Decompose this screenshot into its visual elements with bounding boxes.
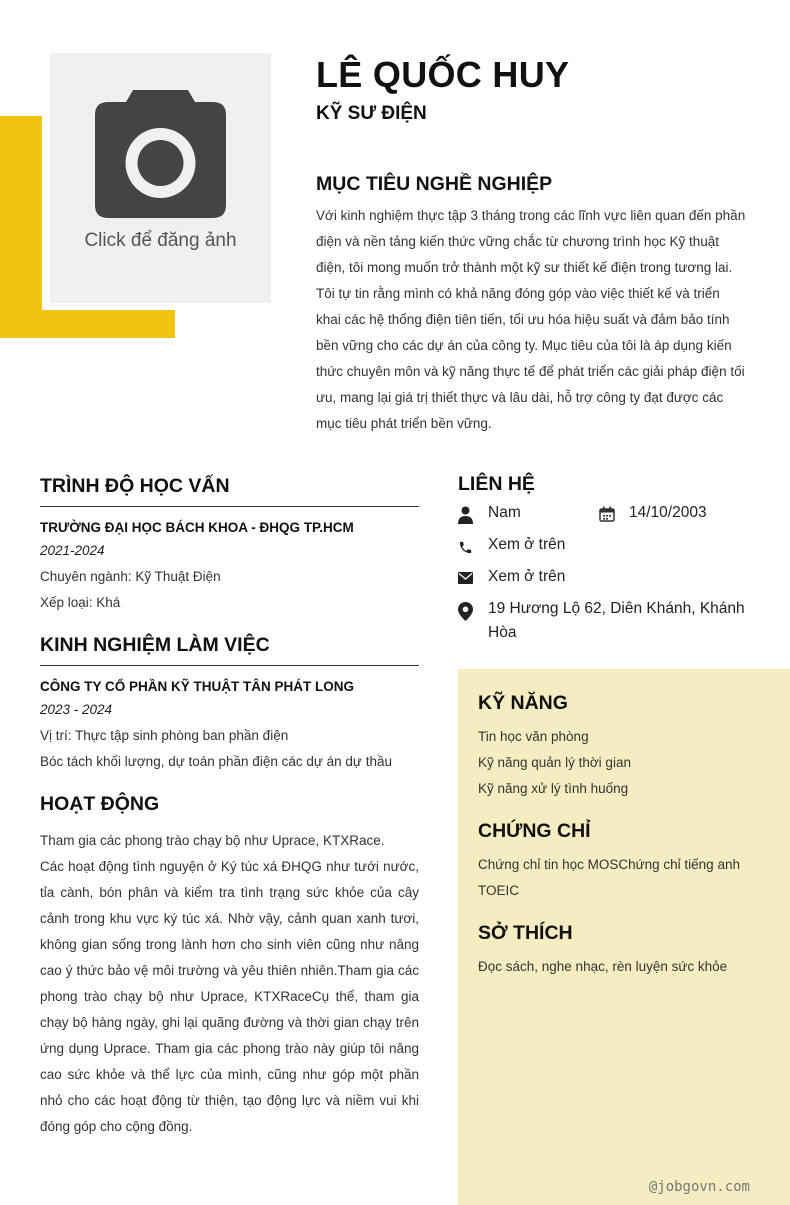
person-icon xyxy=(458,506,473,524)
contact-address: 19 Hương Lộ 62, Diên Khánh, Khánh Hòa xyxy=(488,600,745,641)
hobbies-text: Đọc sách, nghe nhạc, rèn luyện sức khỏe xyxy=(478,959,728,974)
experience-position: Vị trí: Thực tập sinh phòng ban phần điện xyxy=(40,728,289,743)
contact-birthday: 14/10/2003 xyxy=(629,504,707,521)
education-period: 2021-2024 xyxy=(40,543,105,558)
photo-upload-placeholder[interactable] xyxy=(50,53,271,303)
skills-list xyxy=(478,724,768,802)
side-panel xyxy=(458,669,790,1205)
skill-item: Tin học văn phòng xyxy=(478,729,589,744)
activities-heading: HOẠT ĐỘNG xyxy=(40,793,160,815)
education-major: Chuyên ngành: Kỹ Thuật Điện xyxy=(40,569,221,584)
experience-task: Bóc tách khối lượng, dự toán phần điện các dự án dự thầu xyxy=(40,754,392,769)
phone-icon xyxy=(458,540,473,555)
activities-text: Các hoạt động tình nguyện ở Ký túc xá ĐHQG như tưới nước, tỉa cành, bón phân và kiểm tra tình trạng sức khỏe của cây cảnh trong khu vực ký túc xá. Nhờ vậy, cảnh quan xanh tươi, không gian sống trong lành hơn cho sinh viên cũng như nâng cao ý thức bảo vệ môi trường và yêu thiên nhiên.Tham gia các phong trào chạy bộ như Uprace, KTXRaceCụ thể, tham gia chạy bộ hàng ngày, ghi lại quãng đường và thời gian chạy trên ứng dụng Uprace. Tham gia các phong trào này giúp tôi nâng cao sức khỏe và thể lực của mình, cũng như góp một phần nhỏ cho các hoạt động từ thiện, tạo động lực và niềm vui khi đóng góp cho cộng đồng. xyxy=(40,859,419,1134)
education-rank: Xếp loại: Khá xyxy=(40,595,121,610)
skills-heading: KỸ NĂNG xyxy=(478,692,568,714)
education-divider xyxy=(40,506,419,507)
photo-upload-caption: Click để đăng ảnh xyxy=(84,230,237,251)
decorative-yellow-bar-horizontal xyxy=(0,310,175,338)
calendar-icon xyxy=(599,506,615,522)
objective-heading: MỤC TIÊU NGHỀ NGHIỆP xyxy=(316,173,553,195)
contact-heading: LIÊN HỆ xyxy=(458,473,535,495)
experience-divider xyxy=(40,665,419,666)
contact-phone: Xem ở trên xyxy=(488,536,566,553)
contact-gender: Nam xyxy=(488,504,521,521)
job-title: KỸ SƯ ĐIỆN xyxy=(316,103,427,124)
activities-line: Tham gia các phong trào chạy bộ như Uprace, KTXRace. xyxy=(40,833,385,848)
camera-icon xyxy=(95,90,226,218)
skill-item: Kỹ năng quản lý thời gian xyxy=(478,755,631,770)
activities-content xyxy=(40,828,419,1140)
watermark: @jobgovn.com xyxy=(648,1179,750,1195)
experience-entry xyxy=(40,677,419,775)
location-pin-icon xyxy=(458,602,473,621)
company-name: CÔNG TY CỔ PHẦN KỸ THUẬT TÂN PHÁT LONG xyxy=(40,679,355,694)
school-name: TRƯỜNG ĐẠI HỌC BÁCH KHOA - ĐHQG TP.HCM xyxy=(40,520,354,535)
hobbies-heading: SỞ THÍCH xyxy=(478,922,573,944)
education-heading: TRÌNH ĐỘ HỌC VẤN xyxy=(40,475,230,497)
education-entry xyxy=(40,518,419,616)
contact-email: Xem ở trên xyxy=(488,568,566,585)
certificates-text: Chứng chỉ tin học MOSChứng chỉ tiếng anh TOEIC xyxy=(478,857,740,898)
decorative-yellow-bar-vertical xyxy=(0,116,42,338)
objective-text: Với kinh nghiệm thực tập 3 tháng trong các lĩnh vực liên quan đến phần điện và nền tảng kiến thức vững chắc từ chương trình học Kỹ thuật điện, tôi mong muốn trở thành một kỹ sư thiết kế điện trong tương lai. Tôi tự tin rằng mình có khả năng đóng góp vào việc thiết kế và triển khai các hệ thống điện tiên tiến, tối ưu hóa hiệu suất và đảm bảo tính bền vững cho các dự án của công ty. Mục tiêu của tôi là áp dụng kiến thức chuyên môn và kỹ năng thực tế để phát triển các giải pháp điện tối ưu, mang lại giá trị thiết thực và lâu dài, hỗ trợ công ty đạt được các mục tiêu phát triển bền vững. xyxy=(316,208,746,431)
experience-period: 2023 - 2024 xyxy=(40,702,113,717)
certificates-heading: CHỨNG CHỈ xyxy=(478,820,591,842)
envelope-icon xyxy=(458,572,473,584)
experience-heading: KINH NGHIỆM LÀM VIỆC xyxy=(40,634,270,656)
candidate-name: LÊ QUỐC HUY xyxy=(316,54,570,95)
skill-item: Kỹ năng xử lý tình huống xyxy=(478,781,629,796)
